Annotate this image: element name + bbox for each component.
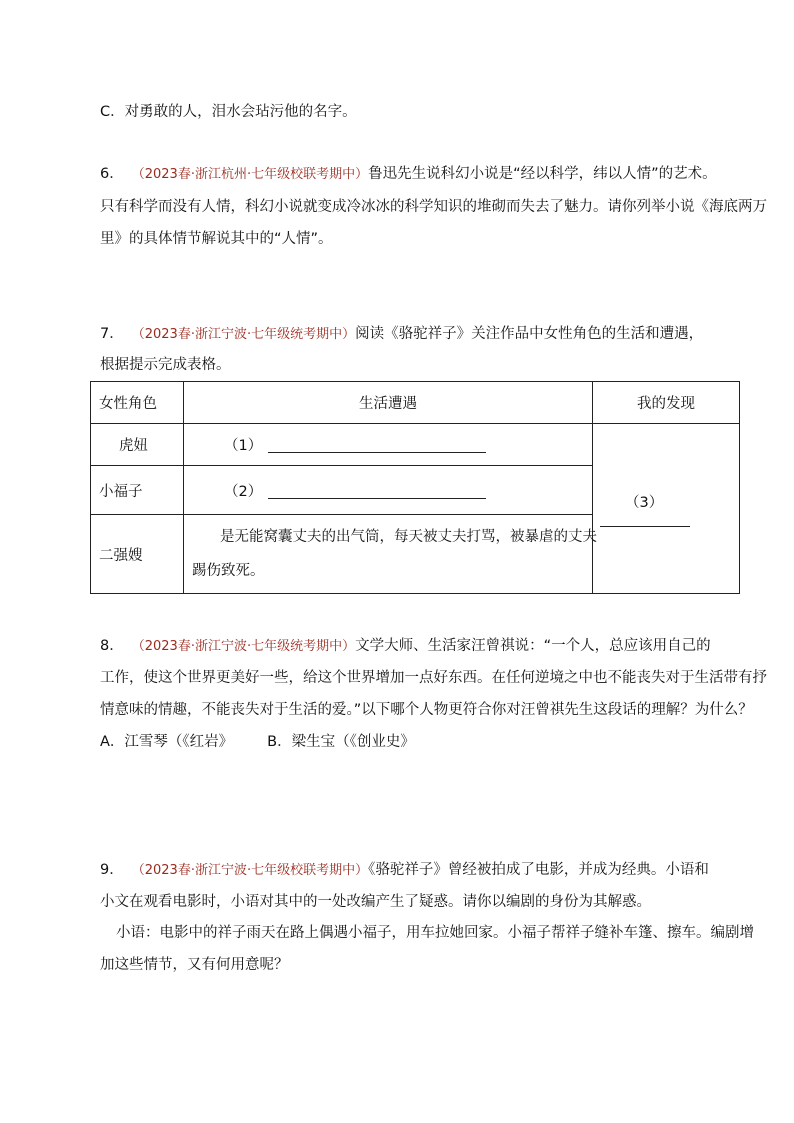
answer-blank-3[interactable] bbox=[600, 526, 690, 527]
experience-cell-2 bbox=[184, 466, 593, 515]
q8-source: （2023春·浙江宁波·七年级统考期中） bbox=[131, 639, 356, 654]
q7-text-1: 阅读《骆驼祥子》关注作品中女性角色的生活和遭遇， bbox=[355, 326, 704, 342]
q7-table bbox=[90, 381, 740, 594]
q6-number: 6． bbox=[100, 166, 124, 182]
table-row bbox=[91, 424, 740, 466]
q6-line-3: 里》的具体情节解说其中的“人情”。 bbox=[100, 231, 333, 247]
q9-text-1: 《骆驼祥子》曾经被拍成了电影，并成为经典。小语和 bbox=[368, 862, 709, 878]
q9-line-2: 小文在观看电影时，小语对其中的一处改编产生了疑惑。请你以编剧的身份为其解惑。 bbox=[100, 894, 651, 910]
blank-label-1: （1） bbox=[224, 438, 263, 454]
q8-line-2: 工作，使这个世界更美好一些，给这个世界增加一点好东西。在任何逆境之中也不能丧失对于生活带有抒 bbox=[100, 670, 767, 686]
experience-3-line-2: 踢伤致死。 bbox=[192, 563, 265, 579]
q8-option-a: A．江雪琴（《红岩》 bbox=[100, 734, 234, 750]
experience-cell-1 bbox=[184, 424, 593, 466]
answer-blank-2[interactable] bbox=[268, 484, 486, 499]
table-header-row bbox=[91, 382, 740, 424]
blank-label-2: （2） bbox=[224, 483, 263, 500]
q7-line-2: 根据提示完成表格。 bbox=[100, 357, 231, 373]
header-role: 女性角色 bbox=[91, 382, 184, 424]
q6-line-1 bbox=[100, 164, 717, 185]
header-experience: 生活遭遇 bbox=[184, 382, 593, 424]
q6-line-2: 只有科学而没有人情，科幻小说就变成冷冰冰的科学知识的堆砌而失去了魅力。请你列举小说《海底两万 bbox=[100, 199, 767, 215]
q5-option-c: C．对勇敢的人，泪水会玷污他的名字。 bbox=[100, 104, 357, 120]
q9-line-1 bbox=[100, 860, 709, 881]
finding-cell bbox=[593, 424, 740, 594]
q8-option-b: B．梁生宝（《创业史》 bbox=[267, 734, 415, 750]
role-xiaofuzi: 小福子 bbox=[91, 466, 184, 515]
q7-number: 7． bbox=[100, 326, 124, 342]
q8-options bbox=[100, 732, 415, 752]
q8-line-1 bbox=[100, 636, 711, 657]
q8-number: 8． bbox=[100, 638, 124, 654]
q7-source: （2023春·浙江宁波·七年级统考期中） bbox=[131, 327, 356, 342]
q6-text-1: 鲁迅先生说科幻小说是“经以科学，纬以人情”的艺术。 bbox=[368, 166, 717, 182]
q9-line-4: 加这些情节，又有何用意呢？ bbox=[100, 957, 289, 973]
q9-number: 9． bbox=[100, 862, 124, 878]
experience-cell-3 bbox=[184, 515, 597, 594]
q8-text-1: 文学大师、生活家汪曾祺说：“一个人，总应该用自己的 bbox=[355, 638, 711, 654]
role-erqiangsao: 二强嫂 bbox=[91, 515, 184, 594]
header-finding: 我的发现 bbox=[593, 382, 740, 424]
q8-line-3: 情意味的情趣，不能丧失对于生活的爱。”以下哪个人物更符合你对汪曾祺先生这段话的理解？为什么？ bbox=[100, 702, 753, 718]
q6-source: （2023春·浙江杭州·七年级校联考期中） bbox=[131, 167, 369, 182]
q7-line-1 bbox=[100, 324, 703, 345]
answer-blank-1[interactable] bbox=[268, 438, 486, 453]
experience-3-line-1: 是无能窝囊丈夫的出气筒，每天被丈夫打骂，被暴虐的丈夫 bbox=[220, 529, 597, 545]
q9-line-3: 小语：电影中的祥子雨天在路上偶遇小福子，用车拉她回家。小福子帮祥子缝补车篷、擦车。编剧增 bbox=[116, 925, 754, 941]
role-huniu: 虎妞 bbox=[91, 424, 184, 466]
q9-source: （2023春·浙江宁波·七年级校联考期中） bbox=[131, 863, 369, 878]
finding-label: （3） bbox=[625, 494, 664, 511]
